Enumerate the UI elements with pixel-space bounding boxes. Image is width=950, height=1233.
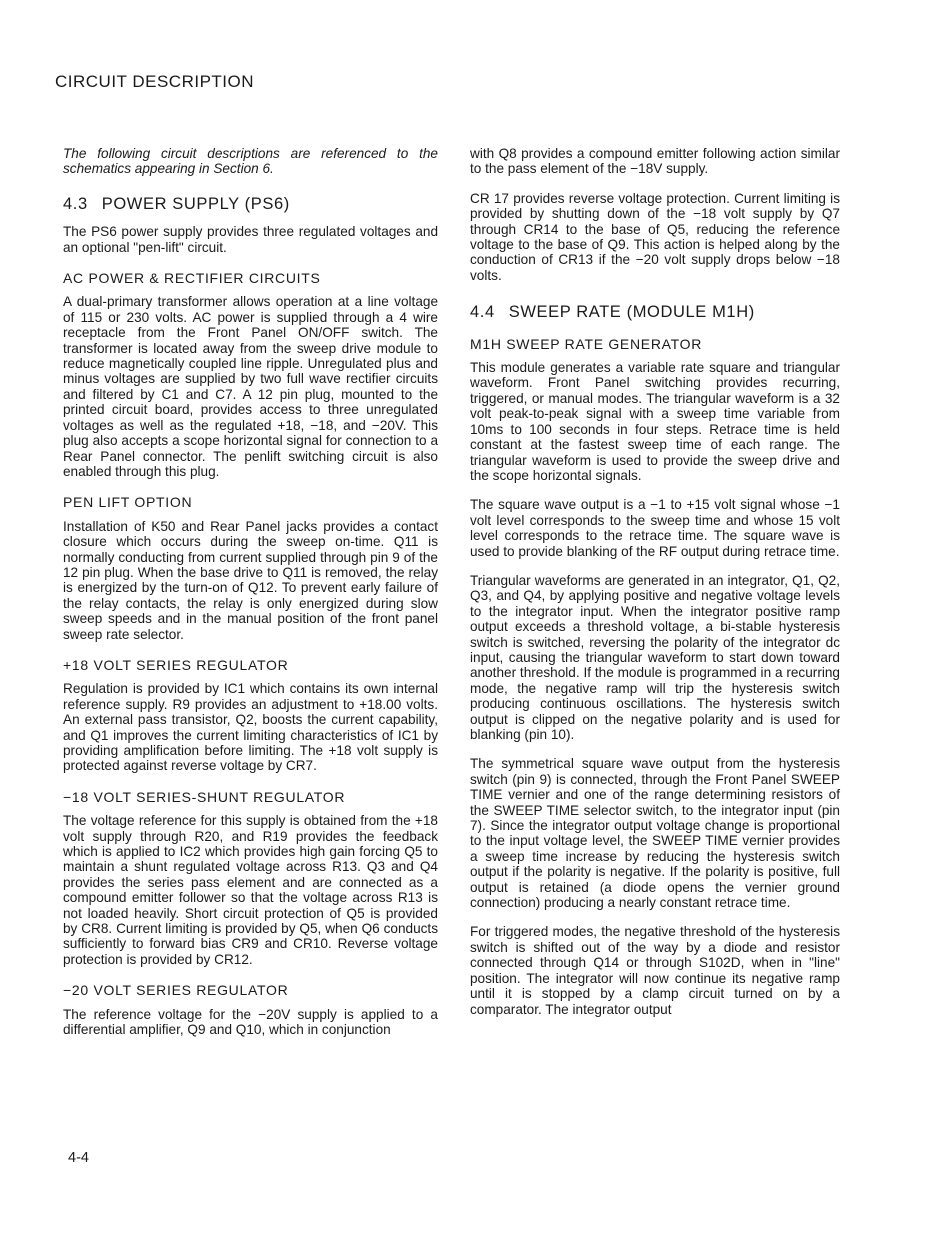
triangular-paragraph: Triangular waveforms are generated in an integrator, Q1, Q2, Q3, and Q4, by applying positive and negative voltage levels to the integrator input. When the integrator positive ramp output exceeds a threshold voltage, a bi-stable hysteresis switch is switched, reversing the polarity of the integrator dc input, causing the triangular waveform to start down toward another threshold. If the module is programmed in a recurring mode, the negative ramp will trip the hysteresis switch producing continuous oscillations. The hysteresis switch output is clipped on the negative polarity and is used for blanking (pin 10). — [470, 572, 840, 742]
section-number: 4.4 — [470, 303, 495, 322]
section-title: SWEEP RATE (MODULE M1H) — [508, 303, 755, 322]
ac-power-heading: AC POWER & RECTIFIER CIRCUITS — [63, 270, 321, 287]
section-4-3-heading — [63, 194, 438, 213]
section-title: POWER SUPPLY (PS6) — [101, 194, 290, 213]
left-column — [63, 146, 438, 1052]
pen-lift-paragraph: Installation of K50 and Rear Panel jacks provides a contact closure which occurs during the sweep on-time. Q11 is normally conducting from current supplied through pin 9 of the 12 pin plug. When the base drive to Q11 is removed, the relay is energized by the turn-on of Q12. To prevent early failure of the relay contacts, the relay is only energized during slow sweep speeds and in the manual position of the front panel sweep rate selector. — [63, 518, 438, 642]
right-column — [470, 146, 840, 1031]
page-number: 4-4 — [68, 1150, 89, 1166]
minus-18-heading: −18 VOLT SERIES-SHUNT REGULATOR — [63, 788, 346, 805]
square-wave-paragraph: The square wave output is a −1 to +15 volt signal whose −1 volt level corresponds to the sweep time and whose 15 volt level corresponds to the retrace time. The square wave is used to provide blanking of the RF output during retrace time. — [470, 497, 840, 559]
symmetrical-paragraph: The symmetrical square wave output from the hysteresis switch (pin 9) is connected, through the Front Panel SWEEP TIME vernier and one of the range determining resistors of the SWEEP TIME selector switch, to the integrator input (pin 7). Since the integrator output voltage change is proportional to the input voltage level, the SWEEP TIME vernier provides a sweep time increase by reducing the hysteresis switch output if the polarity is negative. If the polarity is positive, full output is retained (a diode opens the vernier ground connection) producing a nearly constant retrace time. — [470, 756, 840, 911]
continued-paragraph: with Q8 provides a compound emitter following action similar to the pass element of the −18V supply. — [470, 146, 840, 177]
minus-20-paragraph: The reference voltage for the −20V supply is applied to a differential amplifier, Q9 and Q10, which in conjunction — [63, 1006, 438, 1038]
intro-paragraph: The following circuit descriptions are referenced to the schematics appearing in Section 6. — [63, 146, 438, 177]
page-header: CIRCUIT DESCRIPTION — [55, 72, 255, 91]
ps6-paragraph: The PS6 power supply provides three regulated voltages and an optional "pen-lift" circuit. — [63, 224, 438, 255]
pen-lift-heading: PEN LIFT OPTION — [63, 494, 193, 511]
plus-18-paragraph: Regulation is provided by IC1 which contains its own internal reference supply. R9 provides an adjustment to +18.00 volts. An external pass transistor, Q2, boosts the current capability, and Q1 improves the current limiting characteristics of IC1 by providing amplification before limiting. The +18 volt supply is protected against reverse voltage by CR7. — [63, 681, 438, 774]
section-4-4-heading — [470, 305, 840, 320]
minus-18-paragraph: The voltage reference for this supply is obtained from the +18 volt supply through R20, and R19 provides the feedback which is applied to IC2 which provides high gain forcing Q5 to maintain a shunt regulated voltage across R13. Q3 and Q4 provides the series pass element and are connected as a compound emitter follower so that the voltage across R13 is not loaded heavily. Short circuit protection of Q5 is provided by CR8. Current limiting is provided by Q5, when Q6 conducts sufficiently to forward bias CR9 and CR10. Reverse voltage protection is provided by CR12. — [63, 813, 438, 967]
ac-power-paragraph: A dual-primary transformer allows operation at a line voltage of 115 or 230 volts. AC power is supplied through a 4 wire receptacle from the Front Panel ON/OFF switch. The transformer is located away from the sweep drive module to reduce magnetically coupled line ripple. Unregulated plus and minus voltages are supplied by two full wave rectifier circuits and filtered by C1 and C7. A 12 pin plug, mounted to the printed circuit board, provides access to three unregulated voltages as well as the regulated +18, −18, and −20V. This plug also accepts a scope horizontal signal for connection to a Rear Panel connector. The penlift switching circuit is also enabled through this plug. — [63, 294, 438, 479]
m1h-heading: M1H SWEEP RATE GENERATOR — [470, 335, 703, 352]
cr17-paragraph: CR 17 provides reverse voltage protection. Current limiting is provided by shutting down of the −18 volt supply by Q7 through CR14 to the base of Q5, reducing the reference voltage to the base of Q9. This action is helped along by the conduction of CR13 if the −20 volt supply drops below −18 volts. — [470, 190, 840, 283]
section-number: 4.3 — [63, 194, 88, 213]
triggered-paragraph: For triggered modes, the negative threshold of the hysteresis switch is shifted out of the way by a diode and resistor connected through Q14 or through S102D, when in "line" position. The integrator will now continue its negative ramp until it is stopped by a clamp circuit turned on by a comparator. The integrator output — [470, 924, 840, 1017]
plus-18-heading: +18 VOLT SERIES REGULATOR — [63, 656, 289, 673]
m1h-paragraph: This module generates a variable rate square and triangular waveform. Front Panel switching provides recurring, triggered, or manual modes. The triangular waveform is a 32 volt peak-to-peak signal with a sweep time variable from 10ms to 100 seconds in four steps. Retrace time is held constant at the fastest sweep time of each range. The triangular waveform is used to provide the sweep drive and the scope horizontal signals. — [470, 360, 840, 483]
minus-20-heading: −20 VOLT SERIES REGULATOR — [63, 982, 289, 999]
